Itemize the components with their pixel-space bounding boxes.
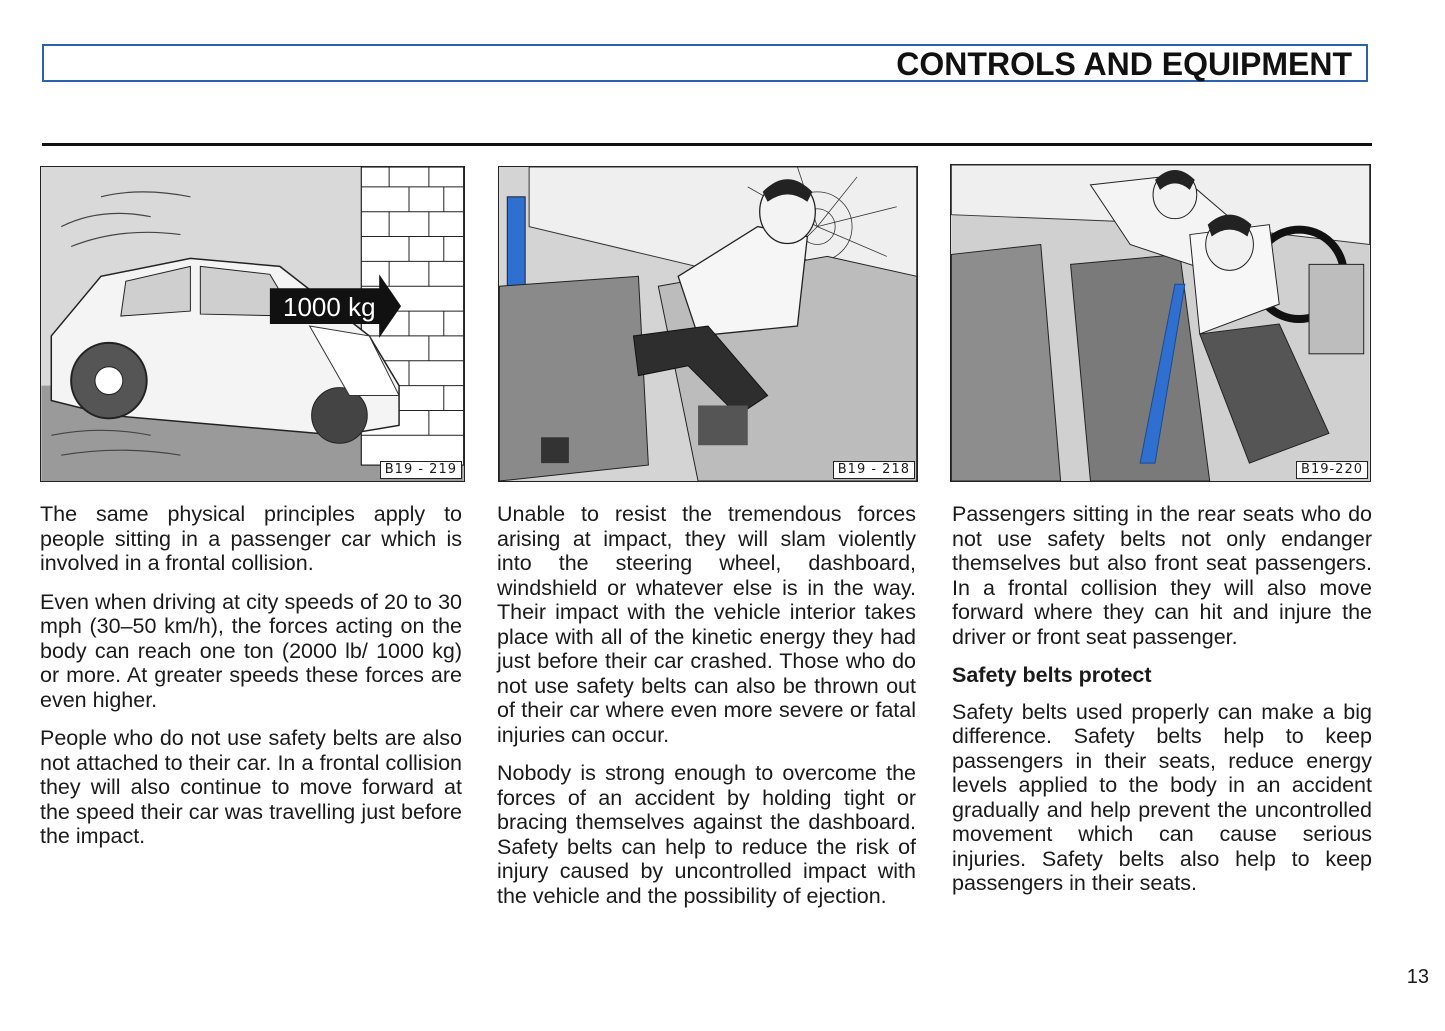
column-middle <box>497 502 916 922</box>
driver-impact-illustration <box>499 167 917 481</box>
rear-passenger-illustration <box>951 165 1370 481</box>
figure-rear-passenger <box>950 164 1371 482</box>
column-left <box>40 502 462 863</box>
paragraph: Safety belts used properly can make a big difference. Safety belts help to keep passengers in their seats, reduce energy levels applied to the body in an accident gradually and help prevent the uncontrolled movement which can cause serious injuries. Safety belts also help to keep passengers in their seats. <box>952 699 1372 895</box>
paragraph: The same physical principles apply to people sitting in a passenger car which is involved in a frontal collision. <box>40 502 462 575</box>
section-heading: Safety belts protect <box>952 663 1152 687</box>
paragraph: People who do not use safety belts are also not attached to their car. In a frontal collision they will also continue to move forward at the speed their car was travelling just before the impact. <box>40 726 462 848</box>
car-crash-illustration <box>41 167 464 481</box>
page-number: 13 <box>1406 966 1429 988</box>
figure-driver-impact <box>498 166 918 482</box>
paragraph: Unable to resist the tremendous forces arising at impact, they will slam violently into the steering wheel, dashboard, windshield or whatever else is in the way. Their impact with the vehicle interior takes place with all of the kinetic energy they had just before their car crashed. Those who do not use safety belts can also be thrown out of their car where even more severe or fatal injuries can occur. <box>497 502 916 747</box>
figure-code: B19 - 218 <box>833 461 915 479</box>
figure-car-crash <box>40 166 465 482</box>
section-header <box>42 44 1368 82</box>
paragraph: Even when driving at city speeds of 20 to 30 mph (30–50 km/h), the forces acting on the body can reach one ton (2000 lb/ 1000 kg) or more. At greater speeds these forces are even higher. <box>40 589 462 712</box>
force-label: 1000 kg <box>283 292 376 322</box>
paragraph: Nobody is strong enough to overcome the forces of an accident by holding tight or bracing themselves against the dashboard. Safety belts can help to reduce the risk of injury caused by uncontrolled impact with the vehicle and the possibility of ejection. <box>497 761 916 908</box>
column-right <box>952 502 1372 910</box>
section-title: CONTROLS AND EQUIPMENT <box>896 46 1352 82</box>
figure-code: B19 - 219 <box>380 461 462 479</box>
divider-rule <box>42 143 1372 146</box>
paragraph: Passengers sitting in the rear seats who do not use safety belts not only endanger themselves but also front seat passengers. In a frontal collision they will also move forward where they can hit and injure the driver or front seat passenger. <box>952 502 1372 649</box>
figure-code: B19-220 <box>1296 461 1368 479</box>
